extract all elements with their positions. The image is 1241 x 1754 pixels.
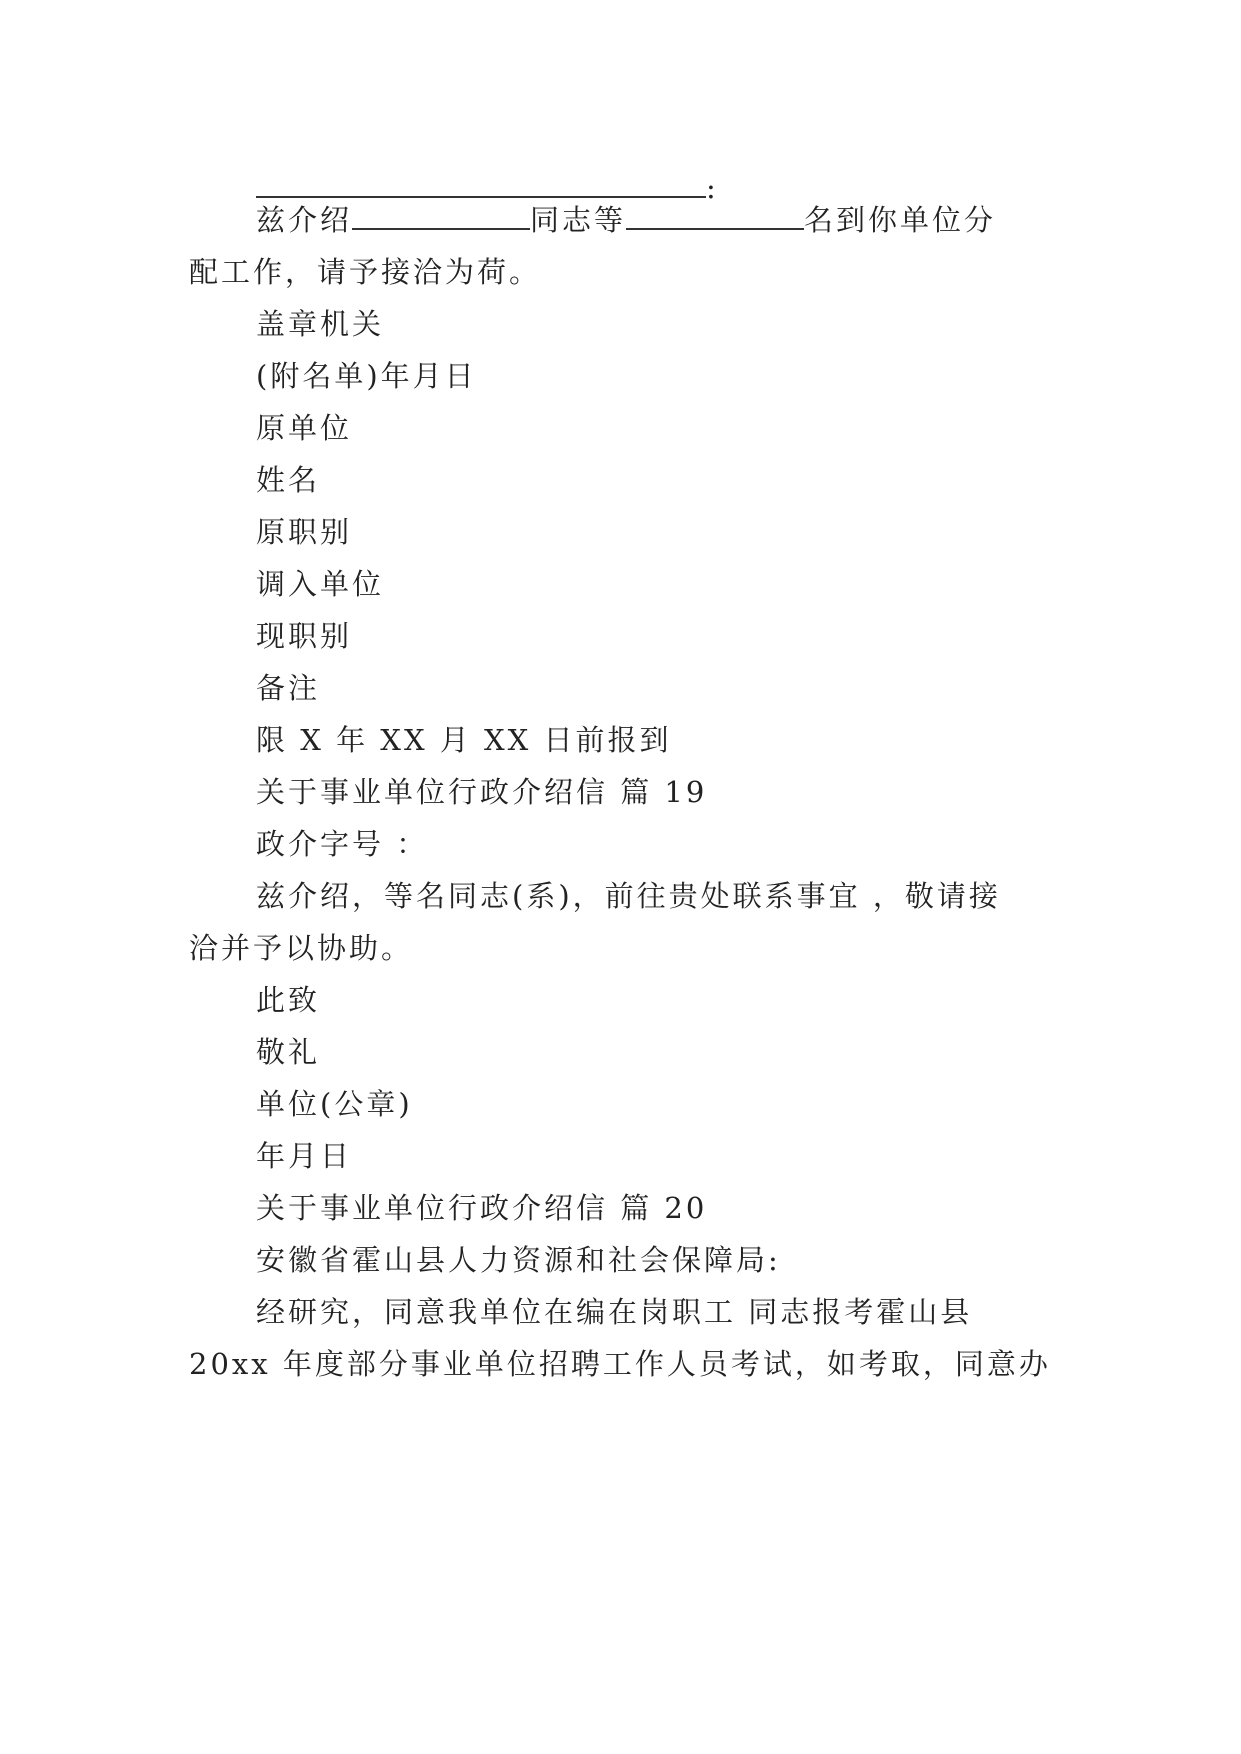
- paragraph-line: 兹介绍，等名同志(系)，前往贵处联系事宜 ，敬请接: [256, 879, 1001, 913]
- text-line: 限 X 年 XX 月 XX 日前报到: [256, 723, 672, 757]
- section-heading: 关于事业单位行政介绍信 篇 19: [256, 775, 708, 809]
- text-line: 现职别: [256, 619, 353, 653]
- text-segment: 兹介绍: [256, 203, 353, 237]
- text-line: 姓名: [256, 463, 321, 497]
- section-heading: 关于事业单位行政介绍信 篇 20: [256, 1191, 708, 1225]
- text-line: 敬礼: [256, 1035, 321, 1069]
- paragraph-line: 经研究，同意我单位在编在岗职工 同志报考霍山县: [256, 1295, 973, 1329]
- text-segment: 同志等: [530, 203, 627, 237]
- paragraph-continuation: 配工作，请予接洽为荷。: [189, 255, 542, 289]
- paragraph-line: [0, 200, 1241, 240]
- paragraph-continuation: 洽并予以协助。: [189, 931, 414, 965]
- salutation-colon: :: [706, 171, 719, 205]
- text-line: 调入单位: [256, 567, 385, 601]
- text-segment: 名到你单位分: [804, 203, 997, 237]
- text-line: 单位(公章): [256, 1087, 413, 1121]
- paragraph-continuation: 20xx 年度部分事业单位招聘工作人员考试，如考取，同意办: [189, 1347, 1051, 1381]
- text-line: 原单位: [256, 411, 353, 445]
- addressee-line: 安徽省霍山县人力资源和社会保障局:: [256, 1243, 781, 1277]
- text-line: 政介字号 ：: [256, 827, 429, 861]
- blank-rule: [626, 200, 804, 230]
- text-line: 备注: [256, 671, 321, 705]
- text-line: 原职别: [256, 515, 353, 549]
- blank-rule: [352, 200, 530, 230]
- text-line: 年月日: [256, 1139, 353, 1173]
- text-line: (附名单)年月日: [256, 359, 477, 393]
- text-line: 盖章机关: [256, 307, 385, 341]
- blank-rule: [256, 168, 706, 198]
- text-line: 此致: [256, 983, 321, 1017]
